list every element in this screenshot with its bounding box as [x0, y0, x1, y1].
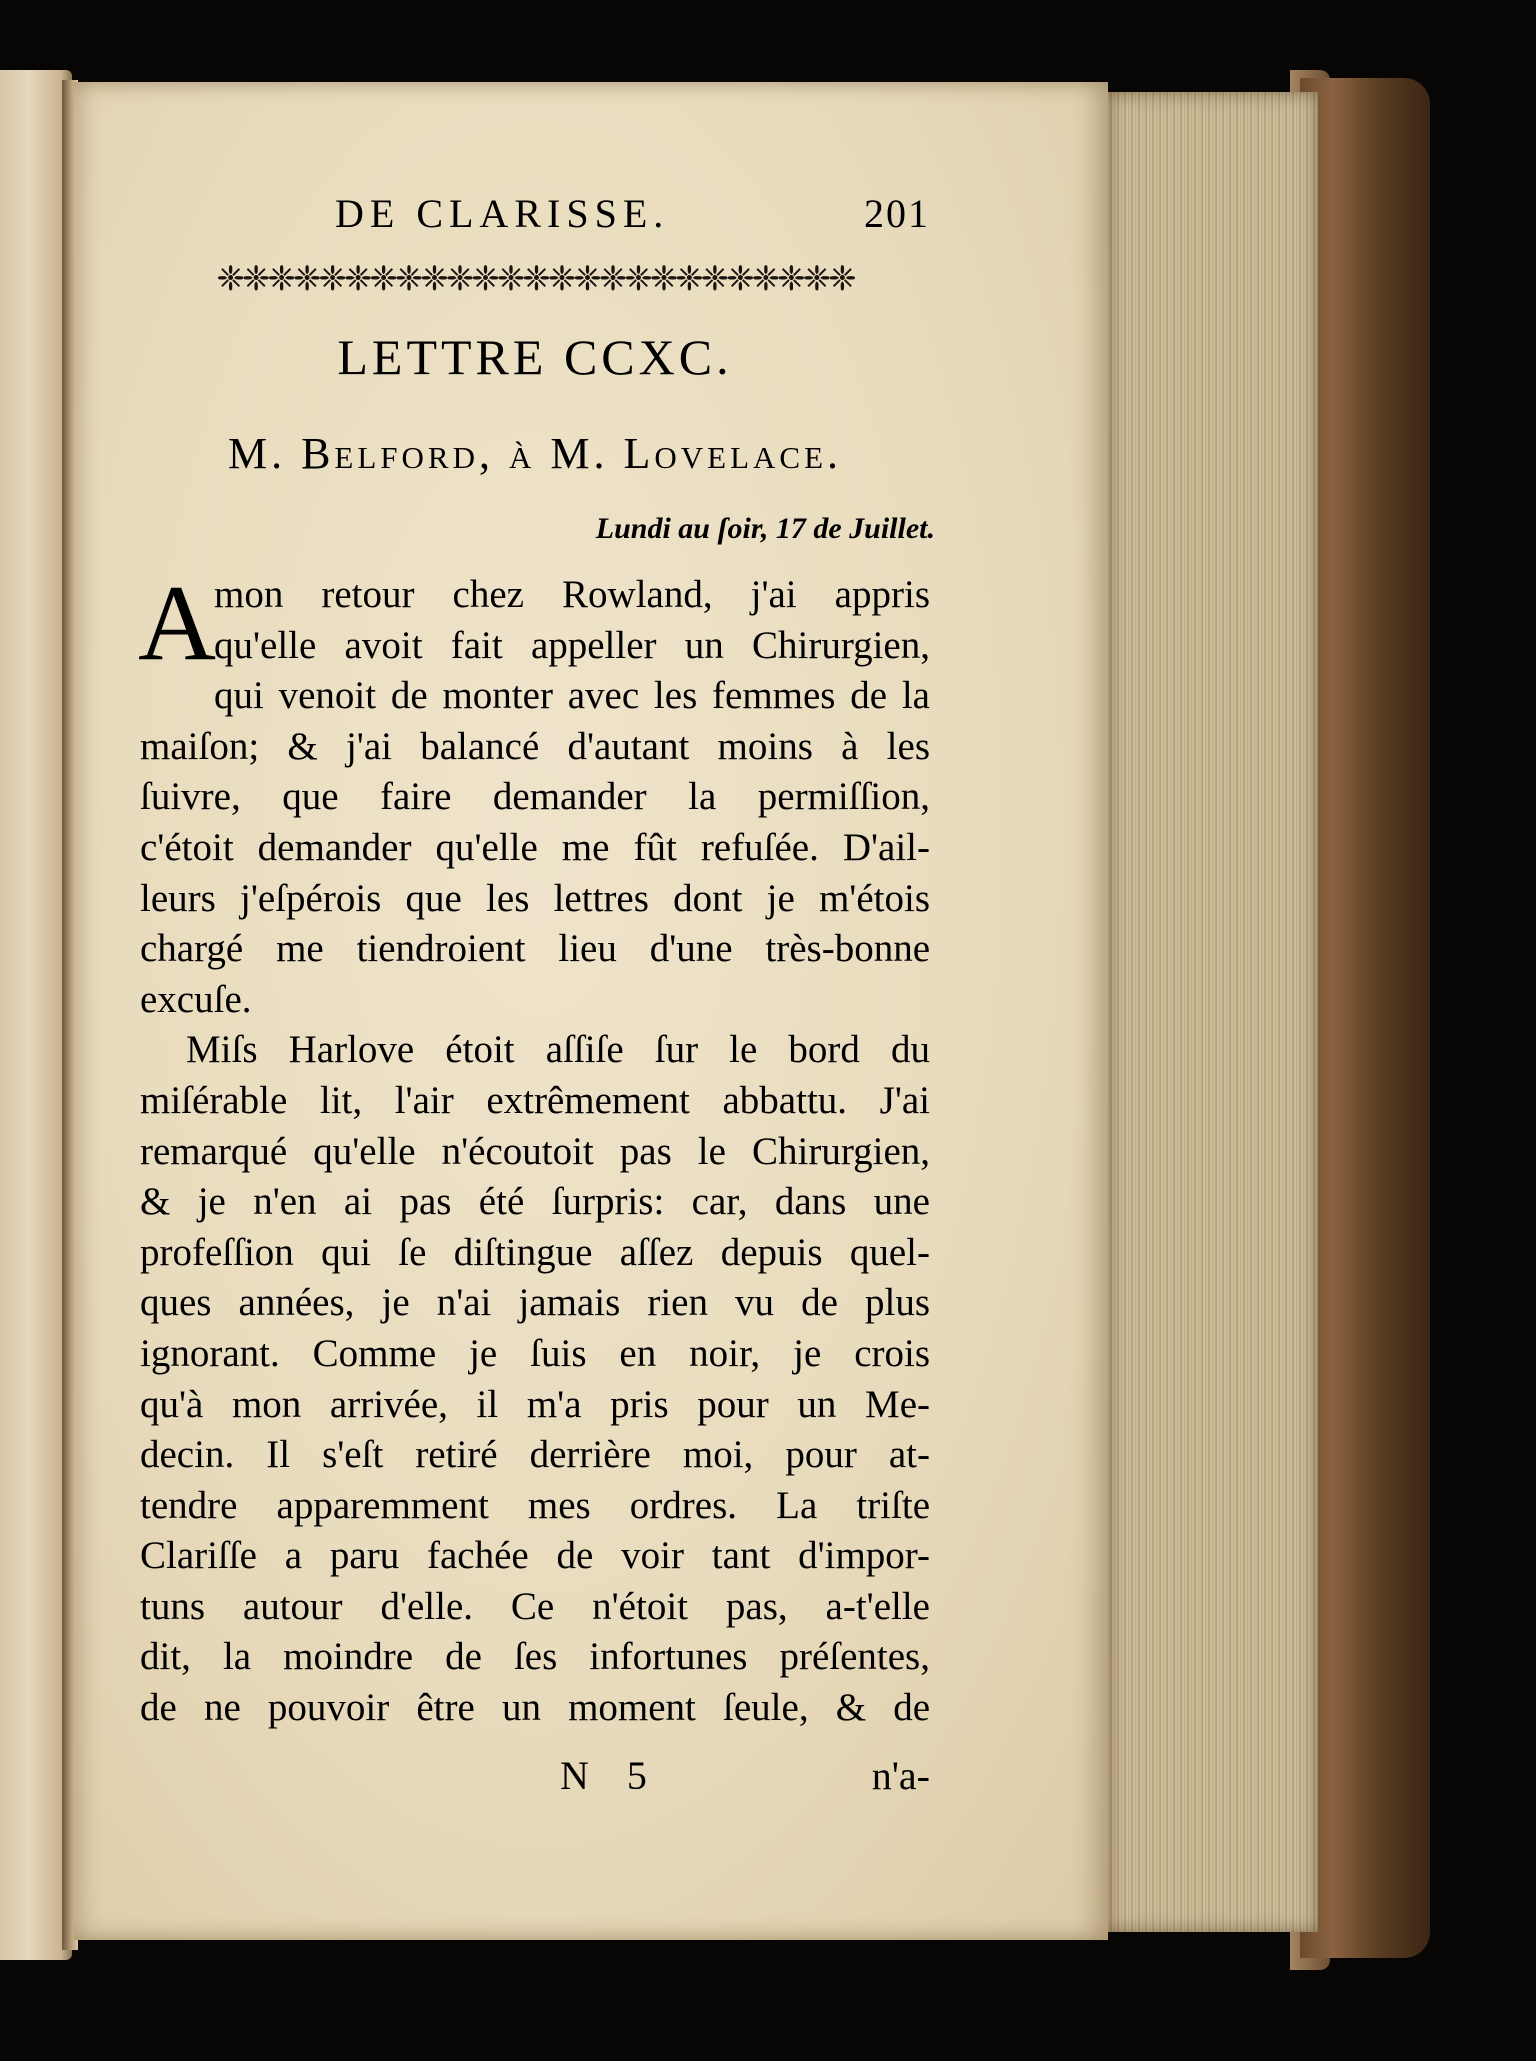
text-line: qu'à mon arrivée, il m'a pris pour un Me- [140, 1382, 930, 1426]
signature-mark: N 5 [560, 1753, 661, 1798]
page-footer [140, 1752, 930, 1808]
text-line: leurs j'eſpérois que les lettres dont je m'étois [140, 876, 930, 920]
page-number: 201 [864, 191, 930, 236]
running-head-title: DE CLARISSE. [335, 191, 670, 236]
text-line: Clariſſe a paru fachée de voir tant d'impor- [140, 1534, 930, 1578]
text-line: ignorant. Comme je ſuis en noir, je crois [140, 1331, 930, 1375]
text-line: Miſs Harlove étoit aſſiſe ſur le bord du [186, 1028, 930, 1072]
text-line: ſuivre, que faire demander la permiſſion, [140, 775, 930, 819]
text-line: excuſe. [140, 977, 252, 1021]
addressee-line: M. Belford, à M. Lovelace. [227, 429, 843, 478]
drop-cap: A [138, 564, 216, 683]
text-line: ques années, je n'ai jamais rien vu de plus [140, 1281, 930, 1325]
letter-title: LETTRE CCXC. [337, 329, 733, 385]
text-line: qui venoit de monter avec les femmes de la [214, 674, 930, 718]
text-line: maiſon; & j'ai balancé d'autant moins à les [140, 724, 930, 768]
text-line: qu'elle avoit fait appeller un Chirurgien, [214, 623, 930, 667]
text-line: tendre apparemment mes ordres. La triſte [140, 1483, 930, 1527]
text-line: & je n'en ai pas été ſurpris: car, dans une [140, 1180, 930, 1224]
text-line: chargé me tiendroient lieu d'une très-bonne [140, 927, 930, 971]
text-line: c'étoit demander qu'elle me fût refuſée. D'ail- [140, 825, 930, 869]
text-line: mon retour chez Rowland, j'ai appris [214, 573, 930, 616]
text-line: remarqué qu'elle n'écoutoit pas le Chirurgien, [140, 1129, 930, 1173]
running-head [140, 190, 930, 246]
leather-cover [1300, 78, 1430, 1958]
ornament-band: ❈❈❈❈❈❈❈❈❈❈❈❈❈❈❈❈❈❈❈❈❈❈❈❈❈ [216, 261, 854, 298]
text-line: tuns autour d'elle. Ce n'étoit pas, a-t'elle [140, 1584, 930, 1628]
text-line: miſérable lit, l'air extrêmement abbattu. J'ai [140, 1078, 930, 1122]
letter-body [138, 564, 930, 1734]
text-line: decin. Il s'eſt retiré derrière moi, pour at- [140, 1433, 930, 1477]
text-line: profeſſion qui ſe diſtingue aſſez depuis quel- [140, 1230, 930, 1274]
dateline: Lundi au ſoir, 17 de Juillet. [595, 512, 935, 545]
text-line: dit, la moindre de ſes infortunes préſentes, [140, 1635, 930, 1679]
catchword: n'a- [871, 1753, 930, 1798]
page-fore-edge [1108, 92, 1318, 1932]
text-line: de ne pouvoir être un moment ſeule, & de [140, 1686, 930, 1730]
